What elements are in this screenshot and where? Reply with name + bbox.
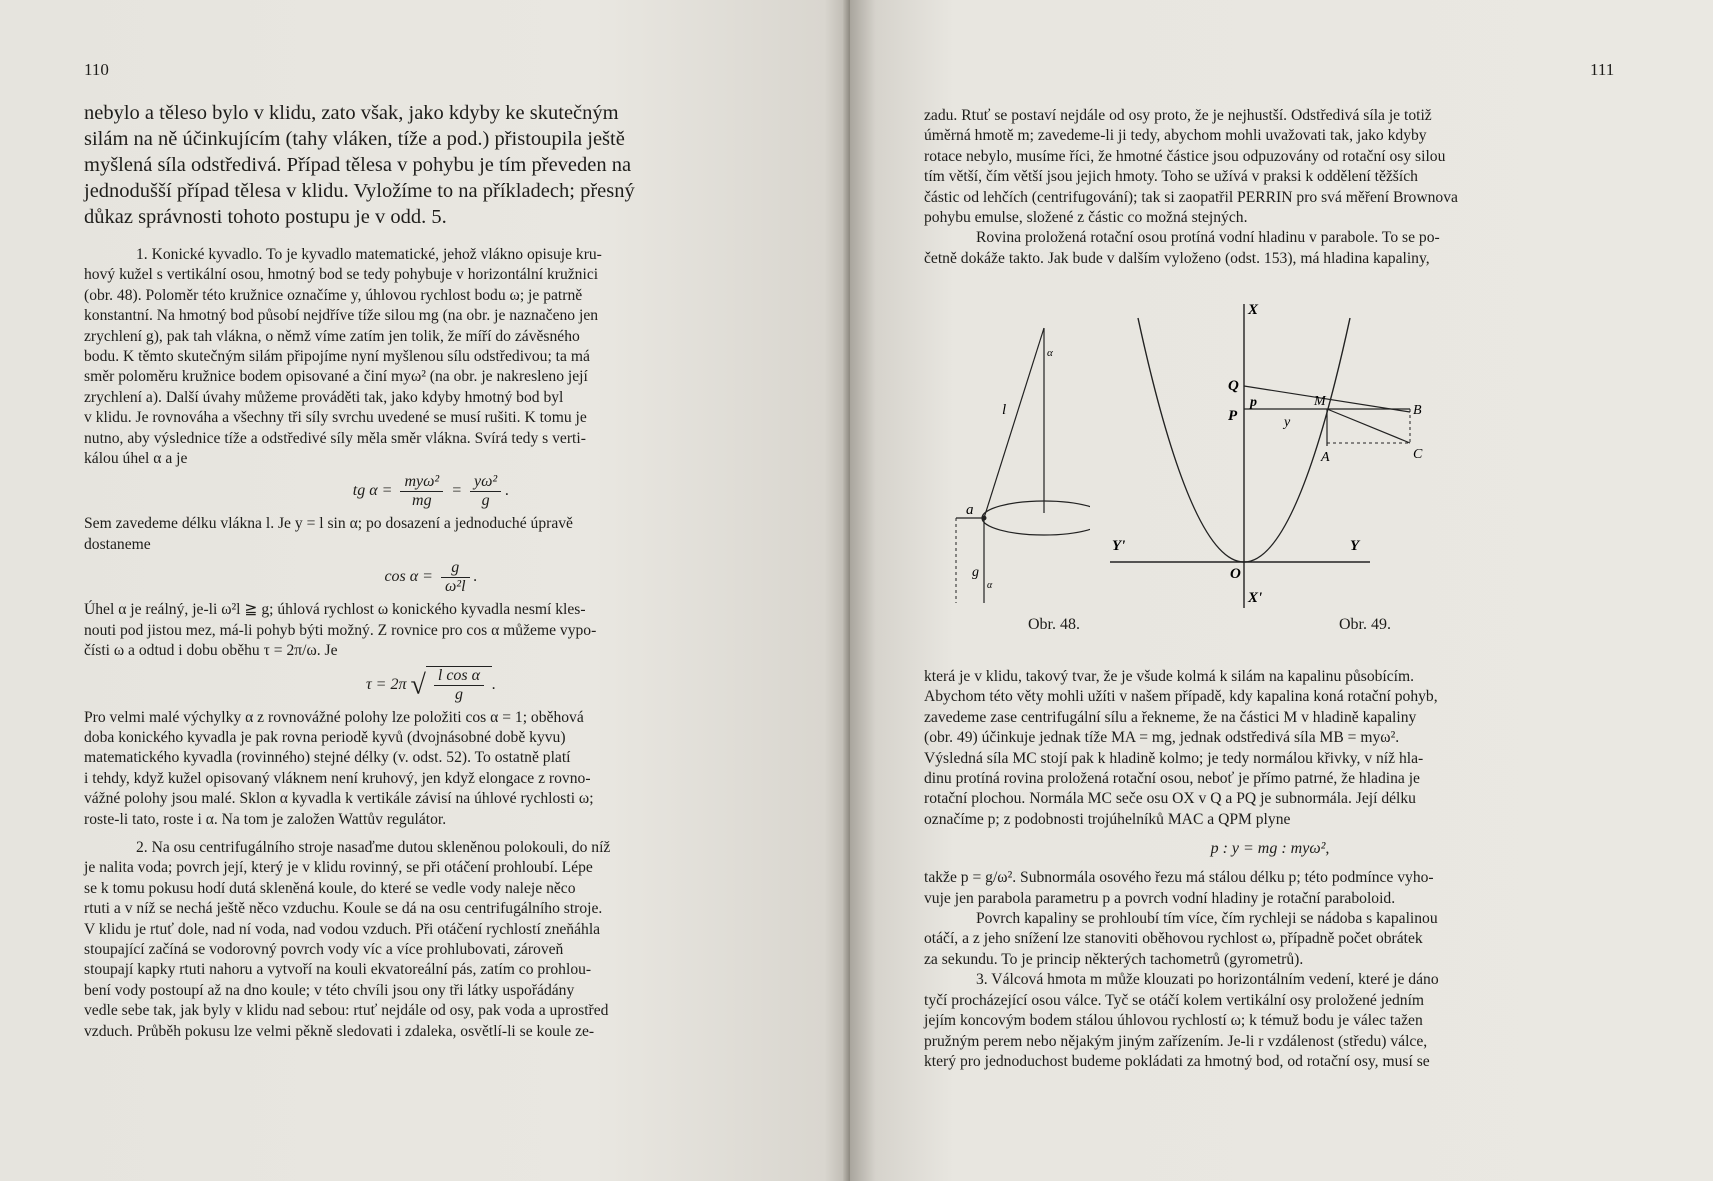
text-line: nutno, aby výslednice tíže a odstředivé síly měla směr vlákna. Svírá tedy s verti- — [84, 429, 586, 447]
sqrt-sign: √ — [410, 669, 426, 700]
label-Yprime: Y' — [1112, 538, 1126, 554]
text-line: rotace nebylo, musíme říci, že hmotné částice jsou odpuzovány od rotační osy silou — [924, 147, 1446, 165]
eq-lhs: τ = 2π — [365, 675, 407, 693]
text-line: za sekundu. To je princip některých tachometrů (gyrometrů). — [924, 950, 1304, 968]
label-M: M — [1314, 394, 1326, 409]
label-Y: Y — [1350, 538, 1360, 554]
text-line: nebylo a těleso bylo v klidu, zato však, jako kdyby ke skutečným — [84, 102, 619, 124]
text-line: V klidu je rtuť dole, nad ní voda, nad vodou vzduch. Při otáčení rychlostí zneňáhla — [84, 920, 601, 938]
text-line: Pro velmi malé výchylky α z rovnovážné polohy lze položiti cos α = 1; oběhová — [84, 708, 584, 726]
text-line: tyčí procházející osou válce. Tyč se otáčí kolem vertikální osy proložené jedním — [924, 991, 1425, 1009]
label-A: A — [1321, 450, 1330, 465]
eq-fraction — [434, 667, 484, 704]
text-line: dostaneme — [84, 535, 151, 553]
left-page — [0, 0, 850, 1181]
label-O: O — [1230, 566, 1241, 582]
figure-48-conical-pendulum — [940, 318, 1090, 608]
text-line: vážné polohy jsou malé. Sklon α kyvadla k vertikále závisí na úhlové rychlosti ω; — [84, 790, 594, 808]
text-line: jednodušší případ tělesa v klidu. Vyložíme to na příkladech; přesný — [84, 180, 635, 202]
text-line: v klidu. Je rovnováha a všechny tři síly svrchu uvedené se musí rušiti. K tomu je — [84, 409, 587, 427]
text-line: čísti ω a odtud i dobu oběhu τ = 2π/ω. Je — [84, 642, 338, 660]
text-line: zadu. Rtuť se postaví nejdále od osy proto, že je nejhustší. Odstředivá síla je totiž — [924, 107, 1432, 124]
text-line: Povrch kapaliny se prohloubí tím více, čím rychleji se nádoba s kapalinou — [976, 910, 1438, 928]
pendulum-string — [984, 328, 1044, 518]
equation-tg-alpha — [84, 473, 778, 510]
page-number-right: 111 — [1590, 60, 1615, 79]
text-line: jejím koncovým bodem stálou úhlovou rychlostí ω; k témuž bodu je válec tažen — [924, 1012, 1423, 1030]
text-line: zavedeme zase centrifugální sílu a řekneme, že na částici M v hladině kapaliny — [924, 708, 1417, 726]
text-line: Výsledná síla MC stojí pak k hladině kolmo; je tedy normálou křivky, v níž hla- — [924, 749, 1424, 767]
label-Q: Q — [1228, 378, 1239, 394]
text-line: bení vody postoupí až na dno koule; v této chvíli jsou ony tři látky uspořádány — [84, 981, 575, 999]
eq-denominator: g — [454, 685, 463, 703]
intro-paragraph — [84, 100, 778, 230]
text-line: se k tomu pokusu hodí dutá skleněná koule, do které se vedle vody naleje něco — [84, 879, 576, 897]
eq-numerator: yω² — [470, 473, 501, 492]
eq-sqrt — [426, 666, 492, 704]
text-line: i tehdy, když kužel opisovaný vláknem není kruhový, jen když elongace z rovno- — [84, 769, 591, 787]
text-line: zrychlení a). Další úvahy můžeme prováděti tak, jako kdyby hmotný bod byl — [84, 388, 564, 406]
text-line: takže p = g/ω². Subnormála osového řezu má stálou délku p; této podmínce vyho- — [924, 869, 1434, 887]
eq-lhs: cos α = — [384, 568, 433, 586]
text-line: pružným perem nebo nějakým jiným zařízením. Je-li r vzdálenost (středu) válce, — [924, 1032, 1428, 1050]
text-line: stoupající začíná se vodorovný povrch vody víc a více prohlubovati, zároveň — [84, 940, 564, 958]
text-line: důkaz správnosti tohoto postupu je v odd. 5. — [84, 206, 447, 228]
text-line: vedle sebe tak, jak byly v klidu nad sebou: rtuť nejdále od osy, pak voda a uprostřed — [84, 1002, 609, 1020]
label-P: P — [1228, 408, 1238, 424]
text-line: je nalita voda; povrch její, který je v klidu rovinný, se při otáčení prohloubí. Lépe — [84, 859, 593, 877]
text-line: Úhel α je reálný, je-li ω²l ≧ g; úhlová rychlost ω konického kyvadla nesmí kles- — [84, 601, 586, 619]
eq-fraction — [441, 559, 470, 596]
right-page — [850, 0, 1713, 1181]
text-line: částic od lehčích (centrifugování); tak si zaopatřil PERRIN pro svá měření Brownova — [924, 188, 1458, 206]
mass-point — [982, 516, 987, 521]
eq-equals: = — [451, 482, 462, 500]
text-line: hový kužel s vertikální osou, hmotný bod se tedy pohybuje v horizontální kružnici — [84, 266, 599, 284]
eq-denominator: ω²l — [444, 578, 466, 596]
label-y: y — [1284, 415, 1291, 430]
text-line: 3. Válcová hmota m může klouzati po horizontálním vedení, které je dáno — [976, 971, 1439, 989]
text-line: nouti pod jistou mez, má-li pohyb býti možný. Z rovnice pro cos α můžeme vypo- — [84, 621, 597, 639]
text-line: (obr. 48). Poloměr této kružnice označíme y, úhlovou rychlost bodu ω; je patrně — [84, 286, 583, 304]
text-line: Sem zavedeme délku vlákna l. Je y = l sin α; po dosazení a jednoduché úpravě — [84, 515, 573, 533]
eq-end: . — [473, 568, 478, 586]
right-bottom-text — [924, 667, 1616, 1072]
figure-49-caption: Obr. 49. — [1339, 616, 1391, 633]
eq-end: . — [505, 482, 510, 500]
label-a: a — [966, 502, 974, 518]
text-line: otáčí, a z jeho snížení lze stanoviti oběhovou rychlost ω, případně počet obrátek — [924, 930, 1423, 948]
equation-ratio: p : y = mg : myω², — [1210, 840, 1330, 858]
right-top-text — [924, 106, 1616, 269]
label-p: p — [1250, 395, 1257, 410]
eq-fraction — [470, 473, 501, 510]
text-line: konstantní. Na hmotný bod působí nejdříve tíže silou mg (na obr. je naznačeno jen — [84, 307, 599, 325]
figure-49-parabola — [1100, 296, 1560, 616]
eq-end: . — [492, 675, 497, 693]
label-C: C — [1413, 447, 1423, 462]
eq-numerator: l cos α — [434, 667, 484, 686]
eq-lhs: tg α = — [352, 482, 393, 500]
text-line: doba konického kyvadla je pak rovna periodě kyvů (dvojnásobné době kyvu) — [84, 728, 566, 746]
figure-48-caption: Obr. 48. — [1028, 616, 1080, 633]
text-line: směr poloměru kružnice bodem opisované a činí myω² (na obr. je nakresleno její — [84, 368, 588, 386]
text-line: matematického kyvadla (rovinného) stejné délky (v. odst. 52). To ostatně platí — [84, 749, 571, 767]
text-line: kálou úhel α a je — [84, 450, 188, 468]
text-line: rotační plochou. Normála MC seče osu OX v Q a PQ je subnormála. Její délku — [924, 790, 1416, 808]
text-line: vuje jen parabola parametru p a povrch vodní hladiny je rotační paraboloid. — [924, 889, 1396, 907]
text-line: bodu. K těmto skutečným silám připojíme nyní myšlenou sílu odstředivou; ta má — [84, 348, 590, 366]
text-line: myšlená síla odstředivá. Případ tělesa v pohybu je tím převeden na — [84, 154, 632, 176]
equation-cos-alpha — [84, 559, 778, 596]
normal-line — [1244, 386, 1410, 412]
label-alpha: α — [1047, 347, 1053, 359]
text-line: tím větší, čím větší jsou jejich hmoty. Toho se užívá v praksi k oddělení těžších — [924, 168, 1418, 186]
text-line: dinu protíná rovina proložená rotační osou, neboť je přímo patrné, že hladina je — [924, 770, 1420, 788]
text-line: který pro jednoduchost budeme pokládati za hmotný bod, od rotační osy, musí se — [924, 1052, 1430, 1070]
text-line: úměrná hmotě m; zavedeme-li ji tedy, abychom mohli uvažovati tak, jako kdyby — [924, 127, 1427, 145]
text-line: označíme p; z podobnosti trojúhelníků MAC a QPM plyne — [924, 810, 1291, 828]
text-line: vzduch. Průběh pokusu lze velmi pěkně sledovati i zdaleka, osvětlí-li se koule ze- — [84, 1022, 595, 1040]
label-B: B — [1413, 403, 1422, 418]
text-line: četně dokáže takto. Jak bude v dalším vyloženo (odst. 153), má hladina kapaliny, — [924, 249, 1430, 267]
text-line: silám na ně účinkujícím (tahy vláken, tíže a pod.) přistoupila ještě — [84, 128, 625, 150]
eq-fraction — [400, 473, 443, 510]
text-line: roste-li tato, roste i α. Na tom je založen Wattův regulátor. — [84, 810, 447, 828]
label-l: l — [1002, 402, 1007, 418]
text-line: rtuti a v níž se nechá ještě něco vzduchu. Koule se dá na osu centrifugálního stroje. — [84, 900, 603, 918]
text-line: zrychlení g), pak tah vlákna, o němž víme zatím jen tolik, že míří do závěsného — [84, 327, 580, 345]
text-line: pohybu emulse, složené z částic co možná stejných. — [924, 209, 1248, 227]
text-line: 1. Konické kyvadlo. To je kyvadlo matematické, jehož vlákno opisuje kru- — [136, 246, 602, 263]
eq-numerator: myω² — [400, 473, 443, 492]
label-alpha-small: α — [987, 580, 993, 591]
text-line: Abychom této věty mohli užíti v našem případě, kdy kapalina koná rotační pohyb, — [924, 688, 1438, 706]
text-line: Rovina proložená rotační osou protíná vodní hladinu v parabole. To se po- — [976, 229, 1440, 247]
eq-numerator: g — [441, 559, 470, 578]
circle-path — [982, 501, 1090, 535]
label-Xprime: X' — [1248, 590, 1263, 606]
section-conical-pendulum — [84, 245, 778, 1042]
text-line: která je v klidu, takový tvar, že je všude kolmá k silám na kapalinu působícím. — [924, 668, 1415, 685]
label-X: X — [1248, 302, 1259, 318]
label-g: g — [972, 565, 979, 580]
text-line: stoupají kapky rtuti nahoru a vytvoří na kouli ekvatoreální pás, zatím co prohlou- — [84, 961, 592, 979]
text-line: 2. Na osu centrifugálního stroje nasaďme dutou skleněnou polokouli, do níž — [136, 838, 611, 856]
eq-denominator: mg — [412, 492, 432, 510]
page-number-left: 110 — [84, 60, 109, 79]
text-line: (obr. 49) účinkuje jednak tíže MA = mg, jednak odstředivá síla MB = myω². — [924, 729, 1400, 747]
eq-denominator: g — [481, 492, 490, 510]
line-MC — [1327, 409, 1410, 443]
equation-tau — [84, 666, 778, 704]
